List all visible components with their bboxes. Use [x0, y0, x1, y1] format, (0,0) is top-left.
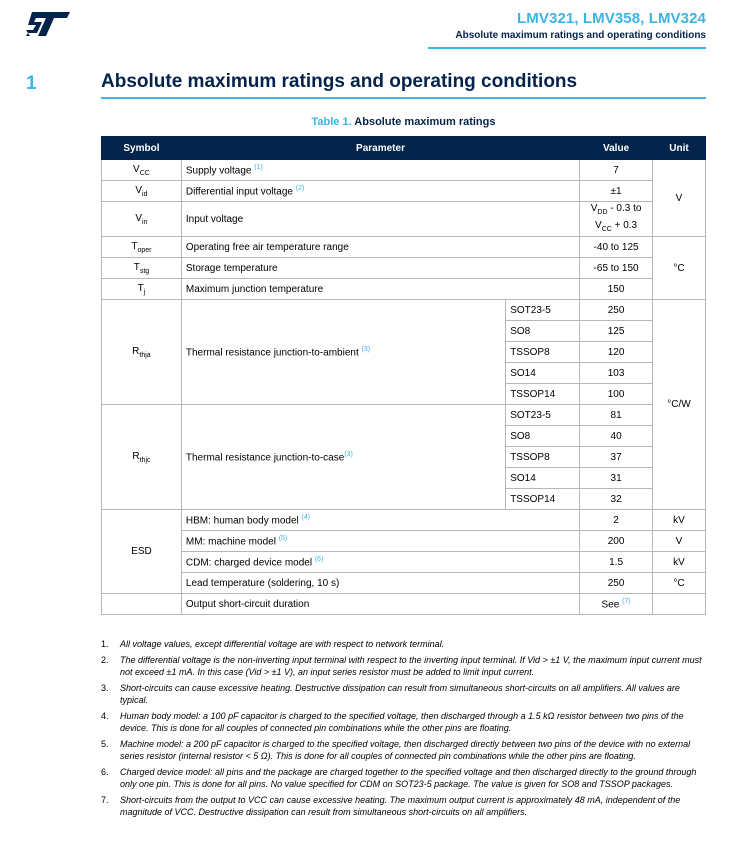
parameter-cell: MM: machine model $^{(5)}$ [181, 531, 579, 552]
value-cell: See $^{(7)}$ [580, 594, 653, 615]
table-row [102, 160, 706, 181]
unit-cell: °C/W [653, 300, 706, 510]
table-row [102, 594, 706, 615]
table-row [102, 279, 706, 300]
footnote-1: 1. All voltage values, except differential voltage are with respect to network terminal. [101, 639, 445, 649]
symbol-cell: ESD [102, 510, 182, 594]
header-divider [428, 47, 706, 49]
package-cell: TSSOP8 [506, 447, 580, 468]
package-cell: SO8 [506, 321, 580, 342]
package-cell: SO8 [506, 426, 580, 447]
absolute-max-ratings-table [101, 136, 706, 615]
symbol-cell: $R_{thjc}$ [102, 405, 182, 510]
value-cell: -40 to 125 [580, 237, 653, 258]
parameter-cell: Input voltage [181, 202, 579, 237]
package-cell: TSSOP14 [506, 384, 580, 405]
footnote-5: 5. Machine model: a 200 pF capacitor is charged to the specified voltage, then discharged directly between two pins of the device with no external series resistor (internal resistor < 5 Ω). This is done for all couples of connected pin combinations while the other pins are floating. [101, 739, 691, 761]
unit-cell: kV [653, 552, 706, 573]
value-cell: 250 [580, 300, 653, 321]
value-cell: $V_{DD} - 0.3$ to $V_{CC} + 0.3$ [580, 202, 653, 237]
symbol-cell: $R_{thja}$ [102, 300, 182, 405]
header-parameter: Parameter [181, 137, 579, 160]
value-cell: 200 [580, 531, 653, 552]
header-symbol: Symbol [102, 137, 182, 160]
unit-cell: V [653, 531, 706, 552]
symbol-cell: $T_{oper}$ [102, 237, 182, 258]
unit-cell [653, 594, 706, 615]
unit-cell: V [653, 160, 706, 237]
value-cell: 250 [580, 573, 653, 594]
package-cell: SOT23-5 [506, 300, 580, 321]
parameter-cell: Storage temperature [181, 258, 579, 279]
table-row [102, 531, 706, 552]
value-cell: 31 [580, 468, 653, 489]
unit-cell: kV [653, 510, 706, 531]
st-logo-icon [26, 12, 70, 36]
table-row [102, 237, 706, 258]
footnote-3: 3. Short-circuits can cause excessive heating. Destructive dissipation can result from simultaneous short-circuits on all amplifiers. All values are typical. [101, 683, 680, 705]
package-cell: SO14 [506, 363, 580, 384]
value-cell: 150 [580, 279, 653, 300]
footnote-4: 4. Human body model: a 100 pF capacitor is charged to the specified voltage, then discharged through a 1.5 kΩ resistor between two pins of the device. This is done for all couples of connected pin combinations while the other pins are floating. [101, 711, 684, 733]
parameter-cell: Lead temperature (soldering, 10 s) [181, 573, 579, 594]
table-caption-label: Table 1. [311, 116, 352, 128]
header-subtitle: Absolute maximum ratings and operating conditions [455, 30, 706, 41]
symbol-cell: $T_{stg}$ [102, 258, 182, 279]
value-cell: 37 [580, 447, 653, 468]
parameter-cell: Thermal resistance junction-to-ambient $^{(3)}$ [181, 300, 505, 405]
symbol-cell: $V_{in}$ [102, 202, 182, 237]
value-cell: 2 [580, 510, 653, 531]
section-number: 1 [26, 73, 37, 94]
footnote-6: 6. Charged device model: all pins and the package are charged together to the specified voltage and then discharged directly to the ground through only one pin. This is done for all pins. No value specified for CDM on SOT23-5 package. The value is given for SO8 and TSSOP packages. [101, 767, 697, 789]
parameter-cell: Differential input voltage $^{(2)}$ [181, 181, 579, 202]
symbol-cell [102, 594, 182, 615]
footnotes [101, 638, 706, 822]
parameter-cell: Maximum junction temperature [181, 279, 579, 300]
package-cell: SOT23-5 [506, 405, 580, 426]
symbol-cell: $V_{CC}$ [102, 160, 182, 181]
value-cell: 100 [580, 384, 653, 405]
value-cell: 103 [580, 363, 653, 384]
table-row [102, 510, 706, 531]
table-row [102, 405, 706, 426]
table-caption [101, 116, 706, 128]
parameter-cell: Output short-circuit duration [181, 594, 579, 615]
unit-cell: °C [653, 573, 706, 594]
symbol-cell: $V_{id}$ [102, 181, 182, 202]
value-cell: ±1 [580, 181, 653, 202]
parameter-cell: CDM: charged device model $^{(6)}$ [181, 552, 579, 573]
value-cell: 7 [580, 160, 653, 181]
table-caption-text: Absolute maximum ratings [354, 116, 496, 128]
symbol-cell: $T_j$ [102, 279, 182, 300]
table-header-row [102, 137, 706, 160]
value-cell: 120 [580, 342, 653, 363]
value-cell: 40 [580, 426, 653, 447]
value-cell: 1.5 [580, 552, 653, 573]
footnote-7: 7. Short-circuits from the output to VCC can cause excessive heating. The maximum output current is approximately 48 mA, independent of the magnitude of VCC. Destructive dissipation can result from simultaneous short-circuits on all amplifiers. [101, 795, 681, 817]
table-row [102, 258, 706, 279]
unit-cell: °C [653, 237, 706, 300]
section-divider [101, 97, 706, 99]
value-cell: 125 [580, 321, 653, 342]
parameter-cell: Thermal resistance junction-to-case$^{(3)}$ [181, 405, 505, 510]
header-value: Value [580, 137, 653, 160]
table-row [102, 573, 706, 594]
parameter-cell: Operating free air temperature range [181, 237, 579, 258]
package-cell: TSSOP8 [506, 342, 580, 363]
package-cell: SO14 [506, 468, 580, 489]
parameter-cell: Supply voltage $^{(1)}$ [181, 160, 579, 181]
table-row [102, 181, 706, 202]
value-cell: -65 to 150 [580, 258, 653, 279]
parameter-cell: HBM: human body model $^{(4)}$ [181, 510, 579, 531]
section-title: Absolute maximum ratings and operating conditions [101, 71, 578, 92]
footnote-2: 2. The differential voltage is the non-inverting input terminal with respect to the inverting input terminal. If Vid > ±1 V, the maximum input current must not exceed ±1 mA. In this case (Vid > ±1 V), an input series resistor must be added to limit input current. [101, 655, 702, 677]
table-row [102, 300, 706, 321]
header-title: LMV321, LMV358, LMV324 [517, 10, 706, 27]
table-row [102, 202, 706, 237]
value-cell: 81 [580, 405, 653, 426]
value-cell: 32 [580, 489, 653, 510]
table-row [102, 552, 706, 573]
package-cell: TSSOP14 [506, 489, 580, 510]
header-unit: Unit [653, 137, 706, 160]
